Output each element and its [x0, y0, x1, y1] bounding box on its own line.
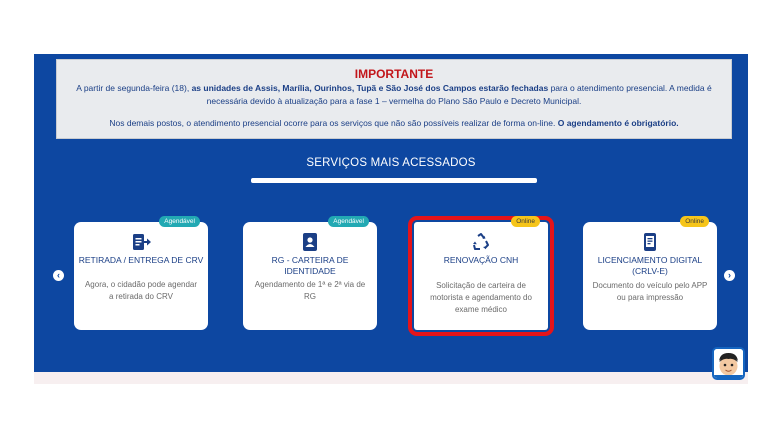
notice-title: IMPORTANTE: [354, 67, 434, 81]
important-notice: [56, 59, 732, 139]
carousel-next-button[interactable]: ›: [724, 270, 735, 281]
card-title: RG - CARTEIRA DE IDENTIDADE: [271, 255, 349, 276]
section-title: SERVIÇOS MAIS ACESSADOS: [306, 157, 476, 169]
badge-agendavel: Agendável: [328, 216, 369, 227]
badge-online: Online: [680, 216, 709, 227]
service-card-cnh[interactable]: [414, 218, 548, 330]
card-description: Agora, o cidadão pode agendar a retirada do CRV: [84, 280, 198, 301]
phone-document-icon: [640, 232, 660, 252]
badge-online: Online: [511, 216, 540, 227]
notice-line-3-start: Nos demais postos, o atendimento presencial ocorre para os serviços que não são possíveis realizar de forma on-line.: [109, 118, 558, 128]
notice-line-3-bold: O agendamento é obrigatório.: [557, 118, 679, 128]
panel-footer-strip: [34, 372, 748, 384]
recycle-icon: [471, 232, 491, 252]
service-card-crlv[interactable]: [583, 218, 717, 330]
notice-line-1-bold: as unidades de Assis, Marília, Ourinhos, Tupã e São José dos Campos estarão fechadas: [191, 83, 549, 93]
chat-assistant-button[interactable]: [712, 347, 745, 380]
card-title: LICENCIAMENTO DIGITAL (CRLV-E): [597, 255, 703, 276]
card-title: RENOVAÇÃO CNH: [443, 255, 519, 265]
badge-agendavel: Agendável: [159, 216, 200, 227]
card-description: Documento do veículo pelo APP ou para impressão: [592, 281, 708, 302]
notice-line-1-end: para o atendimento presencial. A medida é: [548, 83, 712, 93]
carousel-prev-button[interactable]: ‹: [53, 270, 64, 281]
section-title-underline: [251, 178, 537, 183]
assistant-face-icon: [714, 349, 743, 378]
id-card-icon: [300, 232, 320, 252]
notice-line-1: [57, 82, 731, 95]
notice-line-2: necessária devido à atualização para a fase 1 – vermelha do Plano São Paulo e Decreto Municipal.: [206, 96, 582, 106]
card-description: Solicitação de carteira de motorista e agendamento do exame médico: [430, 281, 532, 314]
card-description: Agendamento de 1ª e 2ª via de RG: [254, 280, 366, 301]
service-card-rg[interactable]: [243, 218, 377, 330]
service-card-crv[interactable]: [74, 218, 208, 330]
notice-line-1-start: A partir de segunda-feira (18),: [76, 83, 192, 93]
notice-line-3: [57, 117, 731, 130]
document-arrow-icon: [131, 232, 151, 252]
card-title: RETIRADA / ENTREGA DE CRV: [78, 255, 204, 265]
